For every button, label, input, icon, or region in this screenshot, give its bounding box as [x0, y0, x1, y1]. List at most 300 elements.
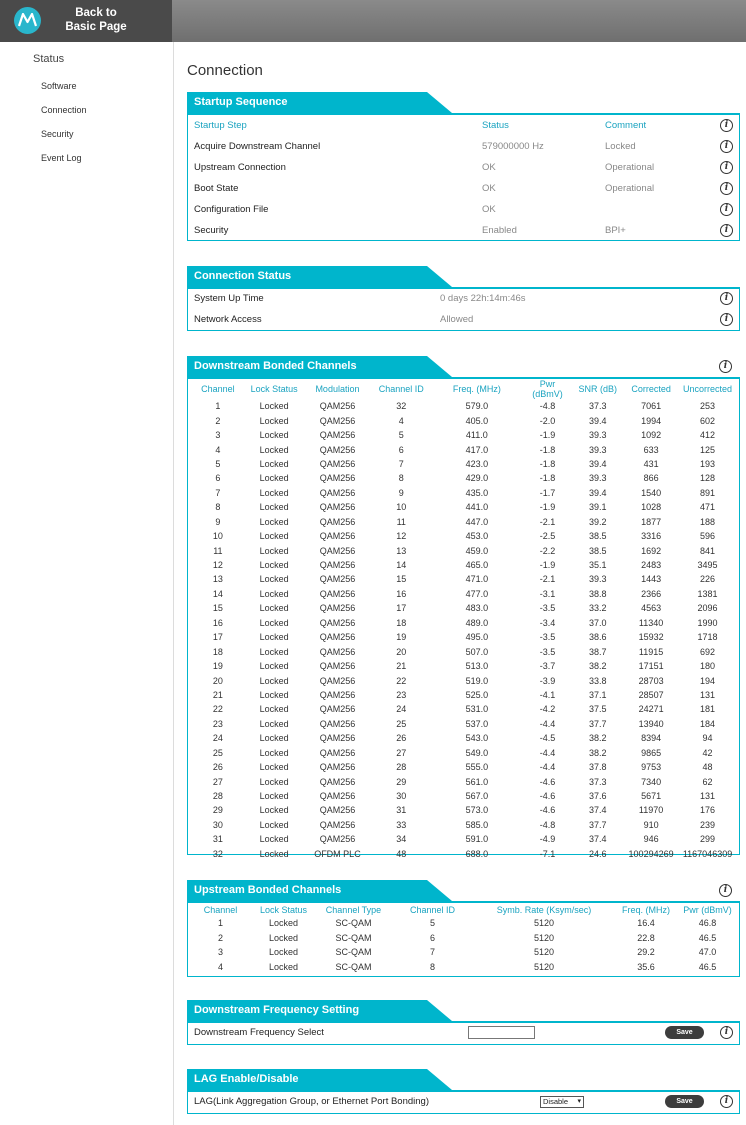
table-cell: 9	[398, 487, 404, 498]
back-label-line2: Basic Page	[65, 21, 127, 33]
step-label: Acquire Downstream Channel	[194, 141, 321, 152]
table-cell: 226	[700, 574, 716, 585]
table-cell: Locked	[259, 516, 289, 527]
table-cell: 8394	[641, 733, 662, 744]
table-cell: 1443	[641, 574, 662, 585]
downstream-header-row	[188, 379, 739, 399]
table-cell: QAM256	[319, 531, 356, 542]
table-cell: 513.0	[465, 661, 489, 672]
table-cell: Locked	[259, 733, 289, 744]
table-cell: -2.5	[539, 531, 556, 542]
table-cell: 23	[396, 689, 407, 700]
startup-sequence-tab	[187, 92, 452, 113]
table-cell: 22.8	[637, 932, 655, 943]
table-cell: 180	[700, 661, 716, 672]
lag-label: LAG(Link Aggregation Group, or Ethernet Port Bonding)	[194, 1096, 429, 1107]
table-cell: 37.6	[589, 791, 607, 802]
upstream-box	[187, 901, 740, 977]
table-cell: 188	[700, 516, 716, 527]
freq-setting-box	[187, 1021, 740, 1045]
table-cell: QAM256	[319, 487, 356, 498]
table-cell: 7061	[641, 401, 662, 412]
table-cell: 37.4	[589, 834, 607, 845]
table-cell: 3495	[697, 560, 718, 571]
section-title: Upstream Bonded Channels	[194, 884, 342, 896]
table-cell: Locked	[259, 791, 289, 802]
lag-box	[187, 1090, 740, 1114]
info-icon[interactable]: i	[720, 161, 733, 174]
table-cell: 11	[396, 516, 406, 527]
table-cell: 253	[700, 401, 716, 412]
column-header: Uncorrected	[683, 384, 733, 394]
table-cell: 34	[396, 834, 407, 845]
table-cell: 194	[700, 675, 716, 686]
table-cell: 6	[429, 932, 435, 943]
table-row	[188, 428, 739, 442]
table-cell: 181	[700, 704, 716, 715]
table-cell: 471.0	[465, 574, 489, 585]
lag-select[interactable]	[540, 1096, 584, 1108]
table-row	[188, 399, 739, 413]
table-cell: -7.1	[539, 848, 556, 859]
table-cell: 24271	[638, 704, 664, 715]
table-cell: 549.0	[465, 747, 489, 758]
table-cell: 18	[212, 646, 223, 657]
info-icon[interactable]: i	[720, 1026, 733, 1039]
table-cell: -1.7	[539, 487, 556, 498]
table-cell: 184	[700, 718, 716, 729]
table-cell: 38.5	[589, 531, 607, 542]
table-cell: 125	[700, 444, 716, 455]
table-cell: OFDM PLC	[314, 848, 361, 859]
table-cell: 11915	[638, 646, 664, 657]
table-cell: -3.7	[539, 661, 556, 672]
table-cell: 519.0	[465, 675, 489, 686]
table-cell: -1.8	[539, 473, 556, 484]
table-cell: 495.0	[465, 632, 489, 643]
table-row	[188, 413, 739, 427]
table-cell: -3.5	[539, 632, 556, 643]
table-row	[188, 515, 739, 529]
status-row-network-access	[188, 310, 741, 331]
table-cell: 19	[212, 661, 223, 672]
table-cell: 11340	[638, 617, 664, 628]
startup-row	[188, 179, 741, 200]
table-cell: 37.8	[589, 762, 607, 773]
table-cell: 22	[396, 675, 407, 686]
table-cell: 13	[212, 574, 223, 585]
table-cell: 5	[215, 458, 221, 469]
table-cell: Locked	[259, 458, 289, 469]
table-row	[188, 760, 739, 774]
table-cell: -4.6	[539, 776, 556, 787]
table-row	[188, 789, 739, 803]
info-icon[interactable]: i	[720, 292, 733, 305]
table-cell: 176	[700, 805, 716, 816]
startup-header-row	[188, 116, 741, 137]
table-cell: 17	[396, 603, 407, 614]
table-cell: Locked	[268, 918, 299, 929]
table-cell: QAM256	[319, 574, 356, 585]
table-cell: 946	[643, 834, 659, 845]
table-cell: 25	[212, 747, 223, 758]
table-cell: 453.0	[465, 531, 489, 542]
table-cell: 633	[643, 444, 659, 455]
table-row	[188, 471, 739, 485]
table-cell: Locked	[259, 646, 289, 657]
startup-row	[188, 221, 741, 242]
table-cell: -3.1	[539, 588, 556, 599]
table-cell: 42	[702, 747, 713, 758]
table-cell: 28	[212, 791, 223, 802]
table-cell: 1540	[641, 487, 662, 498]
table-cell: 1718	[697, 632, 718, 643]
header-status: Status	[482, 120, 509, 131]
table-cell: 555.0	[465, 762, 489, 773]
table-cell: -1.8	[539, 458, 556, 469]
freq-setting-section	[187, 1000, 740, 1045]
table-cell: 32	[396, 401, 407, 412]
table-cell: 27	[396, 747, 407, 758]
table-cell: 35.1	[589, 560, 607, 571]
table-cell: 48	[702, 762, 713, 773]
column-header: Lock Status	[250, 384, 298, 394]
table-cell: Locked	[268, 947, 299, 958]
table-cell: 8	[429, 961, 435, 972]
info-icon[interactable]: i	[720, 203, 733, 216]
freq-setting-tab	[187, 1000, 452, 1021]
table-cell: 48	[396, 848, 407, 859]
table-cell: 579.0	[465, 401, 489, 412]
table-cell: -4.5	[539, 733, 556, 744]
table-cell: 38.8	[589, 588, 607, 599]
table-cell: QAM256	[319, 545, 356, 556]
table-cell: 596	[700, 531, 716, 542]
table-cell: 47.0	[698, 947, 717, 958]
table-cell: SC-QAM	[335, 932, 372, 943]
table-cell: 33.2	[589, 603, 607, 614]
info-icon[interactable]: i	[720, 313, 733, 326]
table-cell: 8	[215, 502, 221, 513]
table-cell: 435.0	[465, 487, 489, 498]
table-cell: 4563	[641, 603, 662, 614]
back-to-basic-page-link[interactable]	[56, 6, 136, 34]
table-cell: QAM256	[319, 718, 356, 729]
table-cell: 591.0	[465, 834, 489, 845]
info-icon[interactable]: i	[720, 119, 733, 132]
table-cell: Locked	[259, 617, 289, 628]
table-cell: 4	[398, 415, 404, 426]
table-row	[188, 959, 739, 973]
table-cell: 35.6	[637, 961, 655, 972]
table-row	[188, 746, 739, 760]
table-cell: 31	[396, 805, 407, 816]
step-label: Configuration File	[194, 204, 269, 215]
table-cell: 7	[215, 487, 221, 498]
table-cell: 37.4	[589, 805, 607, 816]
table-cell: 2	[215, 415, 221, 426]
table-cell: QAM256	[319, 733, 356, 744]
table-cell: 29.2	[637, 947, 655, 958]
table-cell: 37.1	[589, 689, 607, 700]
table-cell: 2096	[697, 603, 718, 614]
table-cell: 5671	[641, 791, 662, 802]
table-cell: Locked	[259, 848, 289, 859]
table-cell: -4.6	[539, 805, 556, 816]
table-cell: SC-QAM	[335, 961, 372, 972]
save-button[interactable]: Save	[665, 1095, 704, 1108]
table-cell: 585.0	[465, 819, 489, 830]
table-cell: -4.8	[539, 819, 556, 830]
table-cell: 573.0	[465, 805, 489, 816]
table-cell: Locked	[259, 675, 289, 686]
section-title: LAG Enable/Disable	[194, 1073, 299, 1085]
table-cell: 20	[396, 646, 407, 657]
table-cell: 39.4	[589, 458, 607, 469]
step-comment: Operational	[605, 183, 655, 194]
table-cell: 16.4	[637, 918, 655, 929]
step-status: 579000000 Hz	[482, 141, 544, 152]
table-cell: 10	[396, 502, 407, 513]
step-status: OK	[482, 204, 496, 215]
table-row	[188, 731, 739, 745]
motorola-logo-icon[interactable]	[14, 7, 41, 34]
table-cell: 24	[212, 733, 223, 744]
table-cell: QAM256	[319, 675, 356, 686]
section-title: Downstream Bonded Channels	[194, 360, 357, 372]
table-cell: 471	[700, 502, 716, 513]
table-cell: QAM256	[319, 661, 356, 672]
step-label: Security	[194, 225, 229, 236]
table-cell: 3316	[641, 531, 662, 542]
table-cell: 39.4	[589, 415, 607, 426]
table-cell: 28507	[638, 689, 664, 700]
column-header: Pwr (dBmV)	[683, 904, 732, 915]
table-cell: 483.0	[465, 603, 489, 614]
table-cell: 11970	[638, 805, 664, 816]
table-cell: 37.5	[589, 704, 607, 715]
table-cell: Locked	[259, 819, 289, 830]
upstream-tab	[187, 880, 452, 901]
table-cell: 7	[429, 947, 435, 958]
table-cell: 6	[398, 444, 404, 455]
table-cell: -2.0	[539, 415, 556, 426]
table-cell: Locked	[259, 531, 289, 542]
table-cell: 602	[700, 415, 716, 426]
table-cell: 567.0	[465, 791, 489, 802]
table-cell: 431	[643, 458, 659, 469]
sidebar-item-connection[interactable]: Connection	[41, 105, 87, 115]
table-cell: Locked	[259, 747, 289, 758]
table-cell: 1994	[641, 415, 662, 426]
table-cell: -4.1	[539, 689, 556, 700]
table-cell: 525.0	[465, 689, 489, 700]
table-row	[188, 847, 739, 861]
table-row	[188, 543, 739, 557]
header-startup-step: Startup Step	[194, 120, 247, 131]
table-cell: 5120	[533, 932, 555, 943]
table-cell: 447.0	[465, 516, 489, 527]
table-cell: QAM256	[319, 603, 356, 614]
table-cell: QAM256	[319, 747, 356, 758]
table-cell: 5120	[533, 918, 555, 929]
table-cell: Locked	[259, 805, 289, 816]
table-cell: 6	[215, 473, 221, 484]
table-cell: 5120	[533, 961, 555, 972]
table-cell: 15	[212, 603, 223, 614]
table-cell: 21	[212, 689, 223, 700]
table-cell: Locked	[259, 704, 289, 715]
column-header: Channel	[201, 384, 235, 394]
table-cell: 1	[215, 401, 221, 412]
table-cell: Locked	[268, 961, 299, 972]
table-cell: 910	[643, 819, 659, 830]
table-cell: 688.0	[465, 848, 489, 859]
table-cell: -1.9	[539, 502, 556, 513]
table-cell: 891	[700, 487, 716, 498]
table-cell: 417.0	[465, 444, 489, 455]
info-icon[interactable]: i	[720, 140, 733, 153]
table-cell: Locked	[259, 689, 289, 700]
table-row	[188, 688, 739, 702]
table-cell: 30	[396, 791, 407, 802]
table-cell: 1167046309	[682, 848, 733, 859]
brand-area	[0, 0, 172, 42]
sidebar-title-status[interactable]: Status	[33, 53, 65, 65]
downstream-tab	[187, 356, 452, 377]
startup-sequence-section	[187, 92, 740, 241]
table-row	[188, 832, 739, 846]
table-cell: Locked	[259, 487, 289, 498]
table-cell: 17151	[638, 661, 664, 672]
table-cell: Locked	[259, 574, 289, 585]
table-cell: 131	[700, 689, 716, 700]
info-icon[interactable]: i	[720, 224, 733, 237]
info-icon[interactable]: i	[719, 884, 732, 897]
table-cell: Locked	[259, 834, 289, 845]
table-row	[188, 587, 739, 601]
info-icon[interactable]: i	[720, 1095, 733, 1108]
table-cell: -4.8	[539, 401, 556, 412]
sidebar-item-security[interactable]: Security	[41, 129, 74, 139]
table-cell: Locked	[259, 632, 289, 643]
table-cell: 100294269	[628, 848, 674, 859]
table-cell: Locked	[259, 502, 289, 513]
connection-status-tab	[187, 266, 452, 287]
page-title: Connection	[187, 62, 263, 79]
column-header: Pwr (dBmV)	[532, 379, 563, 399]
table-cell: Locked	[259, 560, 289, 571]
table-cell: 128	[700, 473, 716, 484]
table-cell: QAM256	[319, 502, 356, 513]
table-cell: 14	[212, 588, 223, 599]
table-cell: 37.3	[589, 401, 607, 412]
column-header: Modulation	[315, 384, 360, 394]
table-cell: QAM256	[319, 805, 356, 816]
table-cell: 46.8	[698, 918, 717, 929]
table-cell: Locked	[259, 430, 289, 441]
table-cell: 11	[213, 545, 223, 556]
table-row	[188, 500, 739, 514]
table-cell: -2.1	[539, 574, 556, 585]
table-cell: QAM256	[319, 516, 356, 527]
table-row	[188, 659, 739, 673]
table-cell: 37.7	[589, 718, 607, 729]
table-cell: 423.0	[465, 458, 489, 469]
table-cell: 1028	[641, 502, 662, 513]
table-cell: Locked	[259, 718, 289, 729]
chevron-down-icon: ▾	[577, 1098, 581, 1105]
table-cell: 24	[396, 704, 407, 715]
table-cell: 1877	[641, 516, 662, 527]
table-cell: 39.2	[589, 516, 607, 527]
sidebar-item-event-log[interactable]: Event Log	[41, 153, 82, 163]
table-cell: QAM256	[319, 401, 356, 412]
table-cell: 477.0	[465, 588, 489, 599]
info-icon[interactable]: i	[719, 360, 732, 373]
step-label: Boot State	[194, 183, 239, 194]
table-cell: -3.9	[539, 675, 556, 686]
table-cell: 23	[212, 718, 223, 729]
table-cell: 19	[396, 632, 407, 643]
table-cell: 17	[212, 632, 223, 643]
table-cell: -2.1	[539, 516, 556, 527]
table-cell: 39.4	[589, 487, 607, 498]
info-icon[interactable]: i	[720, 182, 733, 195]
column-header: Channel	[203, 904, 238, 915]
table-cell: -3.5	[539, 603, 556, 614]
table-cell: 27	[212, 776, 223, 787]
step-comment: Operational	[605, 162, 655, 173]
table-cell: 38.5	[589, 545, 607, 556]
column-header: Lock Status	[259, 904, 308, 915]
table-cell: 10	[212, 531, 223, 542]
table-cell: Locked	[259, 415, 289, 426]
table-cell: -4.4	[539, 747, 556, 758]
sidebar	[0, 42, 174, 1125]
table-cell: 39.3	[589, 574, 607, 585]
connection-status-section	[187, 266, 740, 331]
table-cell: 39.3	[589, 430, 607, 441]
table-cell: 1990	[697, 617, 718, 628]
sidebar-item-software[interactable]: Software	[41, 81, 77, 91]
table-cell: 46.5	[698, 961, 717, 972]
table-row	[188, 803, 739, 817]
freq-select-label: Downstream Frequency Select	[194, 1027, 324, 1038]
column-header: Channel ID	[378, 384, 424, 394]
table-cell: -4.9	[539, 834, 556, 845]
table-cell: 2483	[641, 560, 662, 571]
table-cell: 15932	[638, 632, 664, 643]
table-cell: 8	[398, 473, 404, 484]
lag-tab	[187, 1069, 452, 1090]
uptime-label: System Up Time	[194, 293, 264, 304]
table-cell: 37.3	[589, 776, 607, 787]
table-cell: 13940	[638, 718, 664, 729]
column-header: Corrected	[631, 384, 671, 394]
table-cell: Locked	[259, 776, 289, 787]
table-cell: Locked	[259, 588, 289, 599]
table-cell: -4.6	[539, 791, 556, 802]
table-cell: QAM256	[319, 834, 356, 845]
table-cell: 24.6	[589, 848, 607, 859]
table-cell: QAM256	[319, 560, 356, 571]
lag-section	[187, 1069, 740, 1114]
downstream-frequency-input[interactable]	[468, 1026, 535, 1039]
table-cell: 5120	[533, 947, 555, 958]
save-button[interactable]: Save	[665, 1026, 704, 1039]
table-cell: 3	[217, 947, 223, 958]
